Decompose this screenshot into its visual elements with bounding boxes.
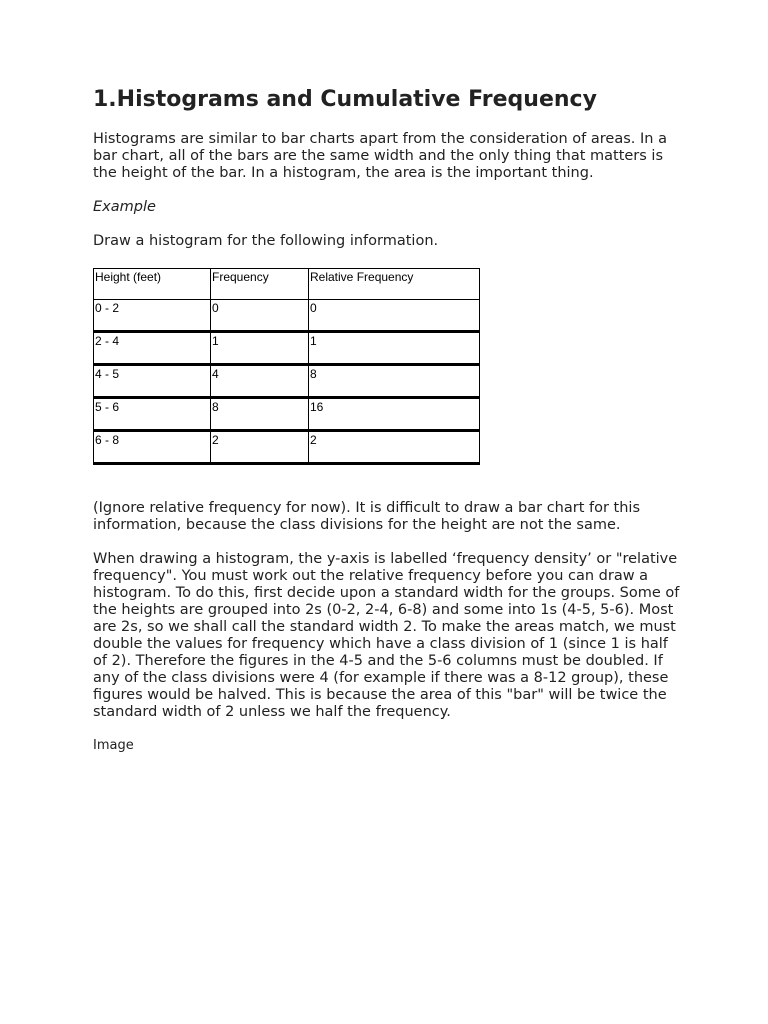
- cell-height: 6 - 8: [94, 431, 211, 464]
- cell-height: 0 - 2: [94, 300, 211, 332]
- column-header-height: Height (feet): [94, 269, 211, 300]
- table-row: [94, 431, 480, 464]
- table-row: [94, 398, 480, 431]
- page-title: 1.Histograms and Cumulative Frequency: [93, 87, 597, 112]
- cell-frequency: 4: [211, 365, 309, 398]
- cell-height: 4 - 5: [94, 365, 211, 398]
- cell-relative-frequency: 8: [309, 365, 480, 398]
- cell-frequency: 1: [211, 332, 309, 365]
- example-label: Example: [93, 199, 156, 215]
- table-row: [94, 365, 480, 398]
- table-row: [94, 300, 480, 332]
- cell-height: 2 - 4: [94, 332, 211, 365]
- column-header-relative-frequency: Relative Frequency: [309, 269, 480, 300]
- cell-relative-frequency: 2: [309, 431, 480, 464]
- column-header-frequency: Frequency: [211, 269, 309, 300]
- intro-paragraph: Histograms are similar to bar charts apart from the consideration of areas. In a bar chart, all of the bars are the same width and the only thing that matters is the height of the bar. In a histogram, the area is the important thing.: [93, 131, 667, 181]
- image-placeholder-label: Image: [93, 738, 134, 753]
- document-page: [93, 86, 683, 754]
- instruction-text: Draw a histogram for the following information.: [93, 233, 439, 249]
- frequency-table: [93, 268, 480, 465]
- ignore-paragraph: (Ignore relative frequency for now). It is difficult to draw a bar chart for this information, because the class divisions for the height are not the same.: [93, 500, 640, 533]
- cell-relative-frequency: 1: [309, 332, 480, 365]
- explanation-paragraph: When drawing a histogram, the y-axis is labelled ‘frequency density’ or "relative frequency". You must work out the relative frequency before you can draw a histogram. To do this, first decide upon a standard width for the groups. Some of the heights are grouped into 2s (0-2, 2-4, 6-8) and some into 1s (4-5, 5-6). Most are 2s, so we shall call the standard width 2. To make the areas match, we must double the values for frequency which have a class division of 1 (since 1 is half of 2). Therefore the figures in the 4-5 and the 5-6 columns must be doubled. If any of the class divisions were 4 (for example if there was a 8-12 group), these figures would be halved. This is because the area of this "bar" will be twice the standard width of 2 unless we half the frequency.: [93, 551, 680, 720]
- cell-height: 5 - 6: [94, 398, 211, 431]
- table-row: [94, 332, 480, 365]
- cell-frequency: 0: [211, 300, 309, 332]
- cell-relative-frequency: 0: [309, 300, 480, 332]
- cell-frequency: 8: [211, 398, 309, 431]
- cell-relative-frequency: 16: [309, 398, 480, 431]
- table-header-row: [94, 269, 480, 300]
- cell-frequency: 2: [211, 431, 309, 464]
